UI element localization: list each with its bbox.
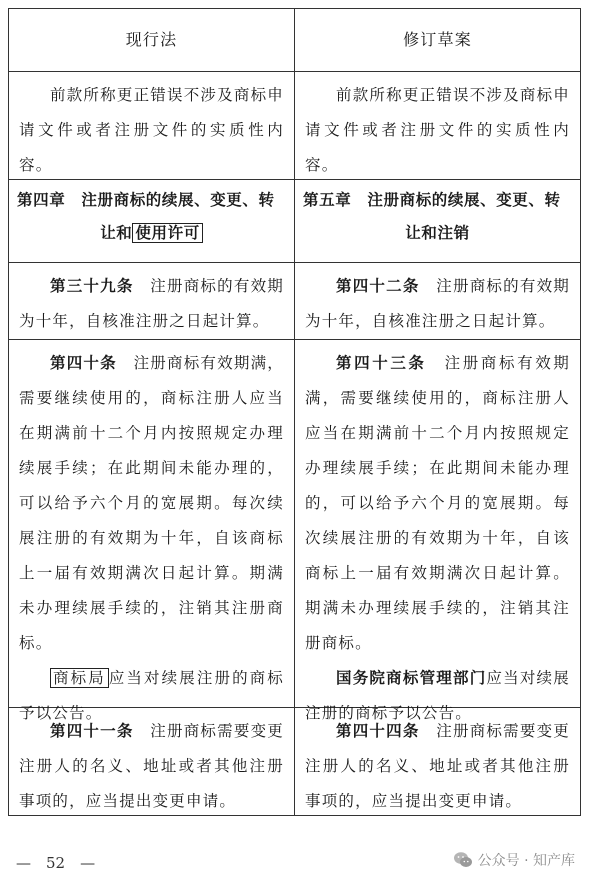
table-row [9,180,581,263]
article-text: 注册商标有效期满，需要继续使用的，商标注册人应当在期满前十二个月内按照规定办理续展手续；在此期间未能办理的，可以给予六个月的宽展期。每次续展注册的有效期为十年，自该商标上一届有效期满次日起计算。期满未办理续展手续的，注销其注册商标。 [19,354,284,652]
chapter-heading-left-prefix: 让和 [100,224,133,242]
row3-right-paragraph [305,269,570,339]
table-row [9,263,581,340]
table-row [9,708,581,816]
row4-left-cell [9,340,295,722]
row4-left-paragraph1 [19,346,284,661]
watermark-text: 公众号 · 知产库 [477,853,575,869]
row3-right-cell [295,263,581,339]
article-number: 第四十一条 [50,722,134,740]
row3-left-paragraph [19,269,284,339]
bold-term: 国务院商标管理部门 [336,669,487,687]
chapter-heading-left-line2 [17,217,286,250]
row1-right-text: 前款所称更正错误不涉及商标申请文件或者注册文件的实质性内容。 [305,86,570,174]
article-text: 注册商标需要变更注册人的名义、地址或者其他注册事项的，应当提出变更申请。 [19,722,284,810]
chapter-heading-left-line1: 第四章 注册商标的续展、变更、转 [17,191,275,209]
row2-right-cell [295,180,581,262]
row3-left-cell [9,263,295,339]
row1-left-text: 前款所称更正错误不涉及商标申请文件或者注册文件的实质性内容。 [19,86,284,174]
watermark [453,850,575,870]
article-text: 注册商标有效期满，需要继续使用的，商标注册人应当在期满前十二个月内按照规定办理续展手续；在此期间未能办理的，可以给予六个月的宽展期。每次续展注册的有效期为十年，自该商标上一届有效期满次日起计算。期满未办理续展手续的，注销其注册商标。 [305,354,570,652]
row4-right-cell [295,340,581,722]
chapter-heading-right-line1: 第五章 注册商标的续展、变更、转 [303,191,561,209]
row1-left-cell [9,72,295,179]
wechat-icon [453,851,473,869]
article-text: 注册商标的有效期为十年，自核准注册之日起计算。 [305,277,570,330]
article-number: 第四十四条 [336,722,420,740]
chapter-heading-right-line2: 让和注销 [405,224,470,242]
article-number: 第三十九条 [50,277,134,295]
comparison-table [8,8,581,816]
row5-left-paragraph [19,714,284,819]
article-text: 应当对续展注册的商标予以公告。 [305,669,570,722]
boxed-term: 商标局 [50,668,109,688]
article-number: 第四十三条 [336,354,427,372]
row1-right-cell [295,72,581,179]
article-text: 注册商标需要变更注册人的名义、地址或者其他注册事项的，应当提出变更申请。 [305,722,570,810]
row5-right-cell [295,708,581,815]
header-current-law: 现行法 [9,9,295,71]
chapter-heading-left-boxed: 使用许可 [132,223,202,243]
row4-right-paragraph1 [305,346,570,661]
table-header-row [9,9,581,72]
article-number: 第四十二条 [336,277,420,295]
article-text: 应当对续展注册的商标予以公告。 [19,669,284,722]
table-row [9,72,581,180]
row5-left-cell [9,708,295,815]
page-number: — 52 — [16,854,96,872]
article-text: 注册商标的有效期为十年，自核准注册之日起计算。 [19,277,284,330]
table-row [9,340,581,722]
row2-left-cell [9,180,295,262]
article-number: 第四十条 [50,354,117,372]
row5-right-paragraph [305,714,570,819]
header-revision-draft: 修订草案 [295,9,581,71]
